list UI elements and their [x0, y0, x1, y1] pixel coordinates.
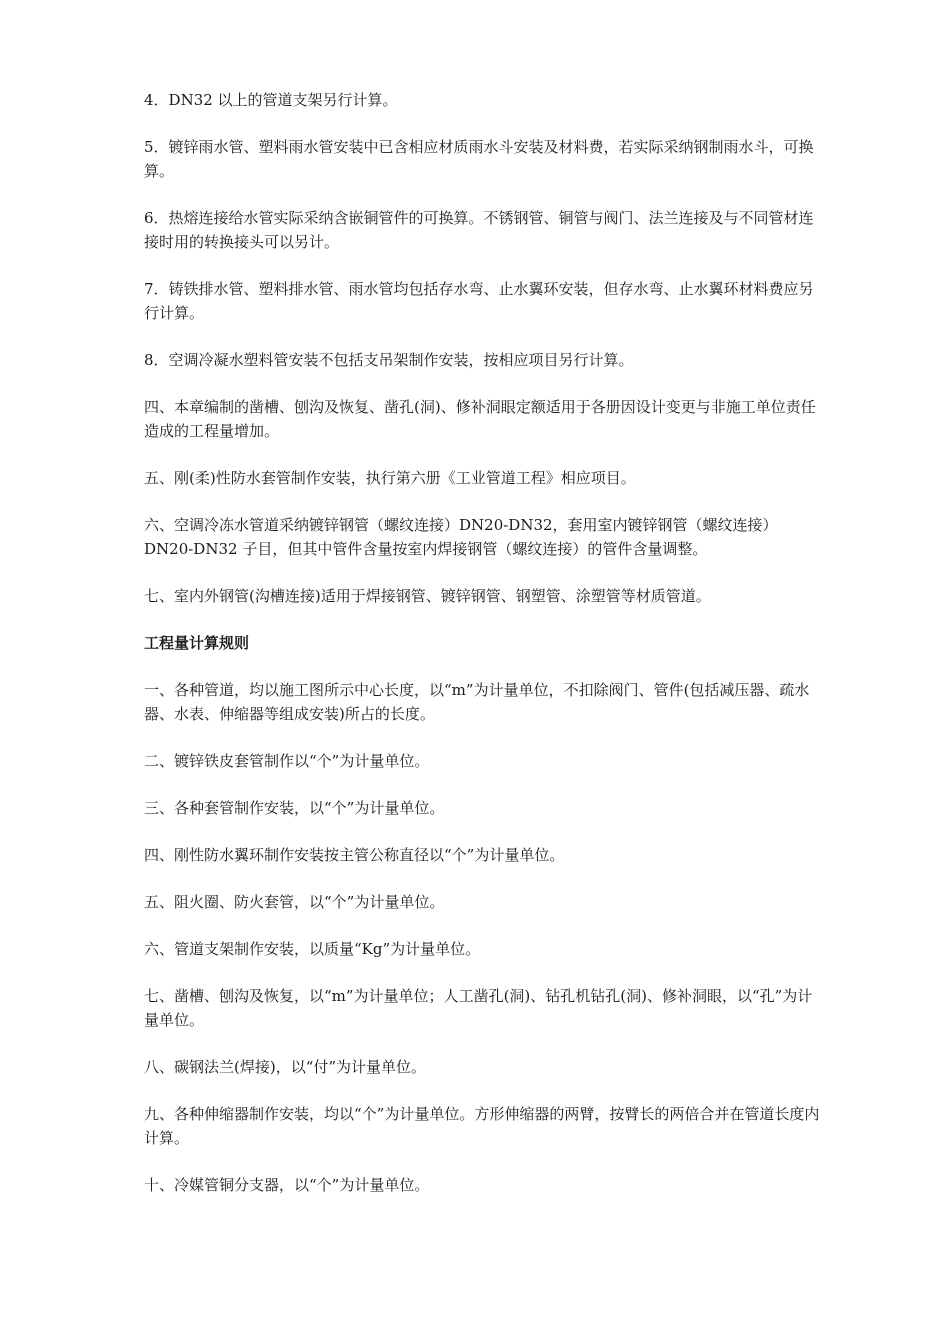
section-heading: 工程量计算规则 — [144, 634, 250, 652]
rule-item: 二、镀锌铁皮套管制作以“个”为计量单位。 — [144, 752, 430, 770]
document-page — [144, 88, 824, 1220]
rule-item: 八、碳钢法兰(焊接)，以“付”为计量单位。 — [144, 1058, 427, 1076]
note-item: 五、刚(柔)性防水套管制作安装，执行第六册《工业管道工程》相应项目。 — [144, 469, 636, 487]
note-item: 4．DN32 以上的管道支架另行计算。 — [144, 91, 398, 109]
note-item: 四、本章编制的凿槽、刨沟及恢复、凿孔(洞)、修补洞眼定额适用于各册因设计变更与非施工单位责任造成的工程量增加。 — [144, 398, 816, 440]
rule-item: 七、凿槽、刨沟及恢复，以“m”为计量单位；人工凿孔(洞)、钻孔机钻孔(洞)、修补洞眼，以“孔”为计量单位。 — [144, 987, 813, 1029]
rule-item: 一、各种管道，均以施工图所示中心长度，以“m”为计量单位，不扣除阀门、管件(包括减压器、疏水器、水表、伸缩器等组成安装)所占的长度。 — [144, 681, 810, 723]
rule-item: 三、各种套管制作安装，以“个”为计量单位。 — [144, 799, 445, 817]
note-item: 6．热熔连接给水管实际采纳含嵌铜管件的可换算。不锈钢管、铜管与阀门、法兰连接及与不同管材连接时用的转换接头可以另计。 — [144, 209, 814, 251]
rule-item: 五、阻火圈、防火套管，以“个”为计量单位。 — [144, 893, 445, 911]
note-item: 七、室内外钢管(沟槽连接)适用于焊接钢管、镀锌钢管、钢塑管、涂塑管等材质管道。 — [144, 587, 711, 605]
rule-item: 九、各种伸缩器制作安装，均以“个”为计量单位。方形伸缩器的两臂，按臂长的两倍合并在管道长度内计算。 — [144, 1105, 820, 1147]
note-item: 7．铸铁排水管、塑料排水管、雨水管均包括存水弯、止水翼环安装，但存水弯、止水翼环材料费应另行计算。 — [144, 280, 814, 322]
rule-item: 六、管道支架制作安装，以质量“Kg”为计量单位。 — [144, 940, 481, 958]
note-item: 六、空调冷冻水管道采纳镀锌钢管（螺纹连接）DN20-DN32，套用室内镀锌钢管（螺纹连接）DN20-DN32 子目，但其中管件含量按室内焊接钢管（螺纹连接）的管件含量调整。 — [144, 516, 778, 558]
note-item: 5．镀锌雨水管、塑料雨水管安装中已含相应材质雨水斗安装及材料费，若实际采纳钢制雨水斗，可换算。 — [144, 138, 814, 180]
note-item: 8．空调冷凝水塑料管安装不包括支吊架制作安装，按相应项目另行计算。 — [144, 351, 634, 369]
rule-item: 十、冷媒管铜分支器，以“个”为计量单位。 — [144, 1176, 430, 1194]
rule-item: 四、刚性防水翼环制作安装按主管公称直径以“个”为计量单位。 — [144, 846, 565, 864]
